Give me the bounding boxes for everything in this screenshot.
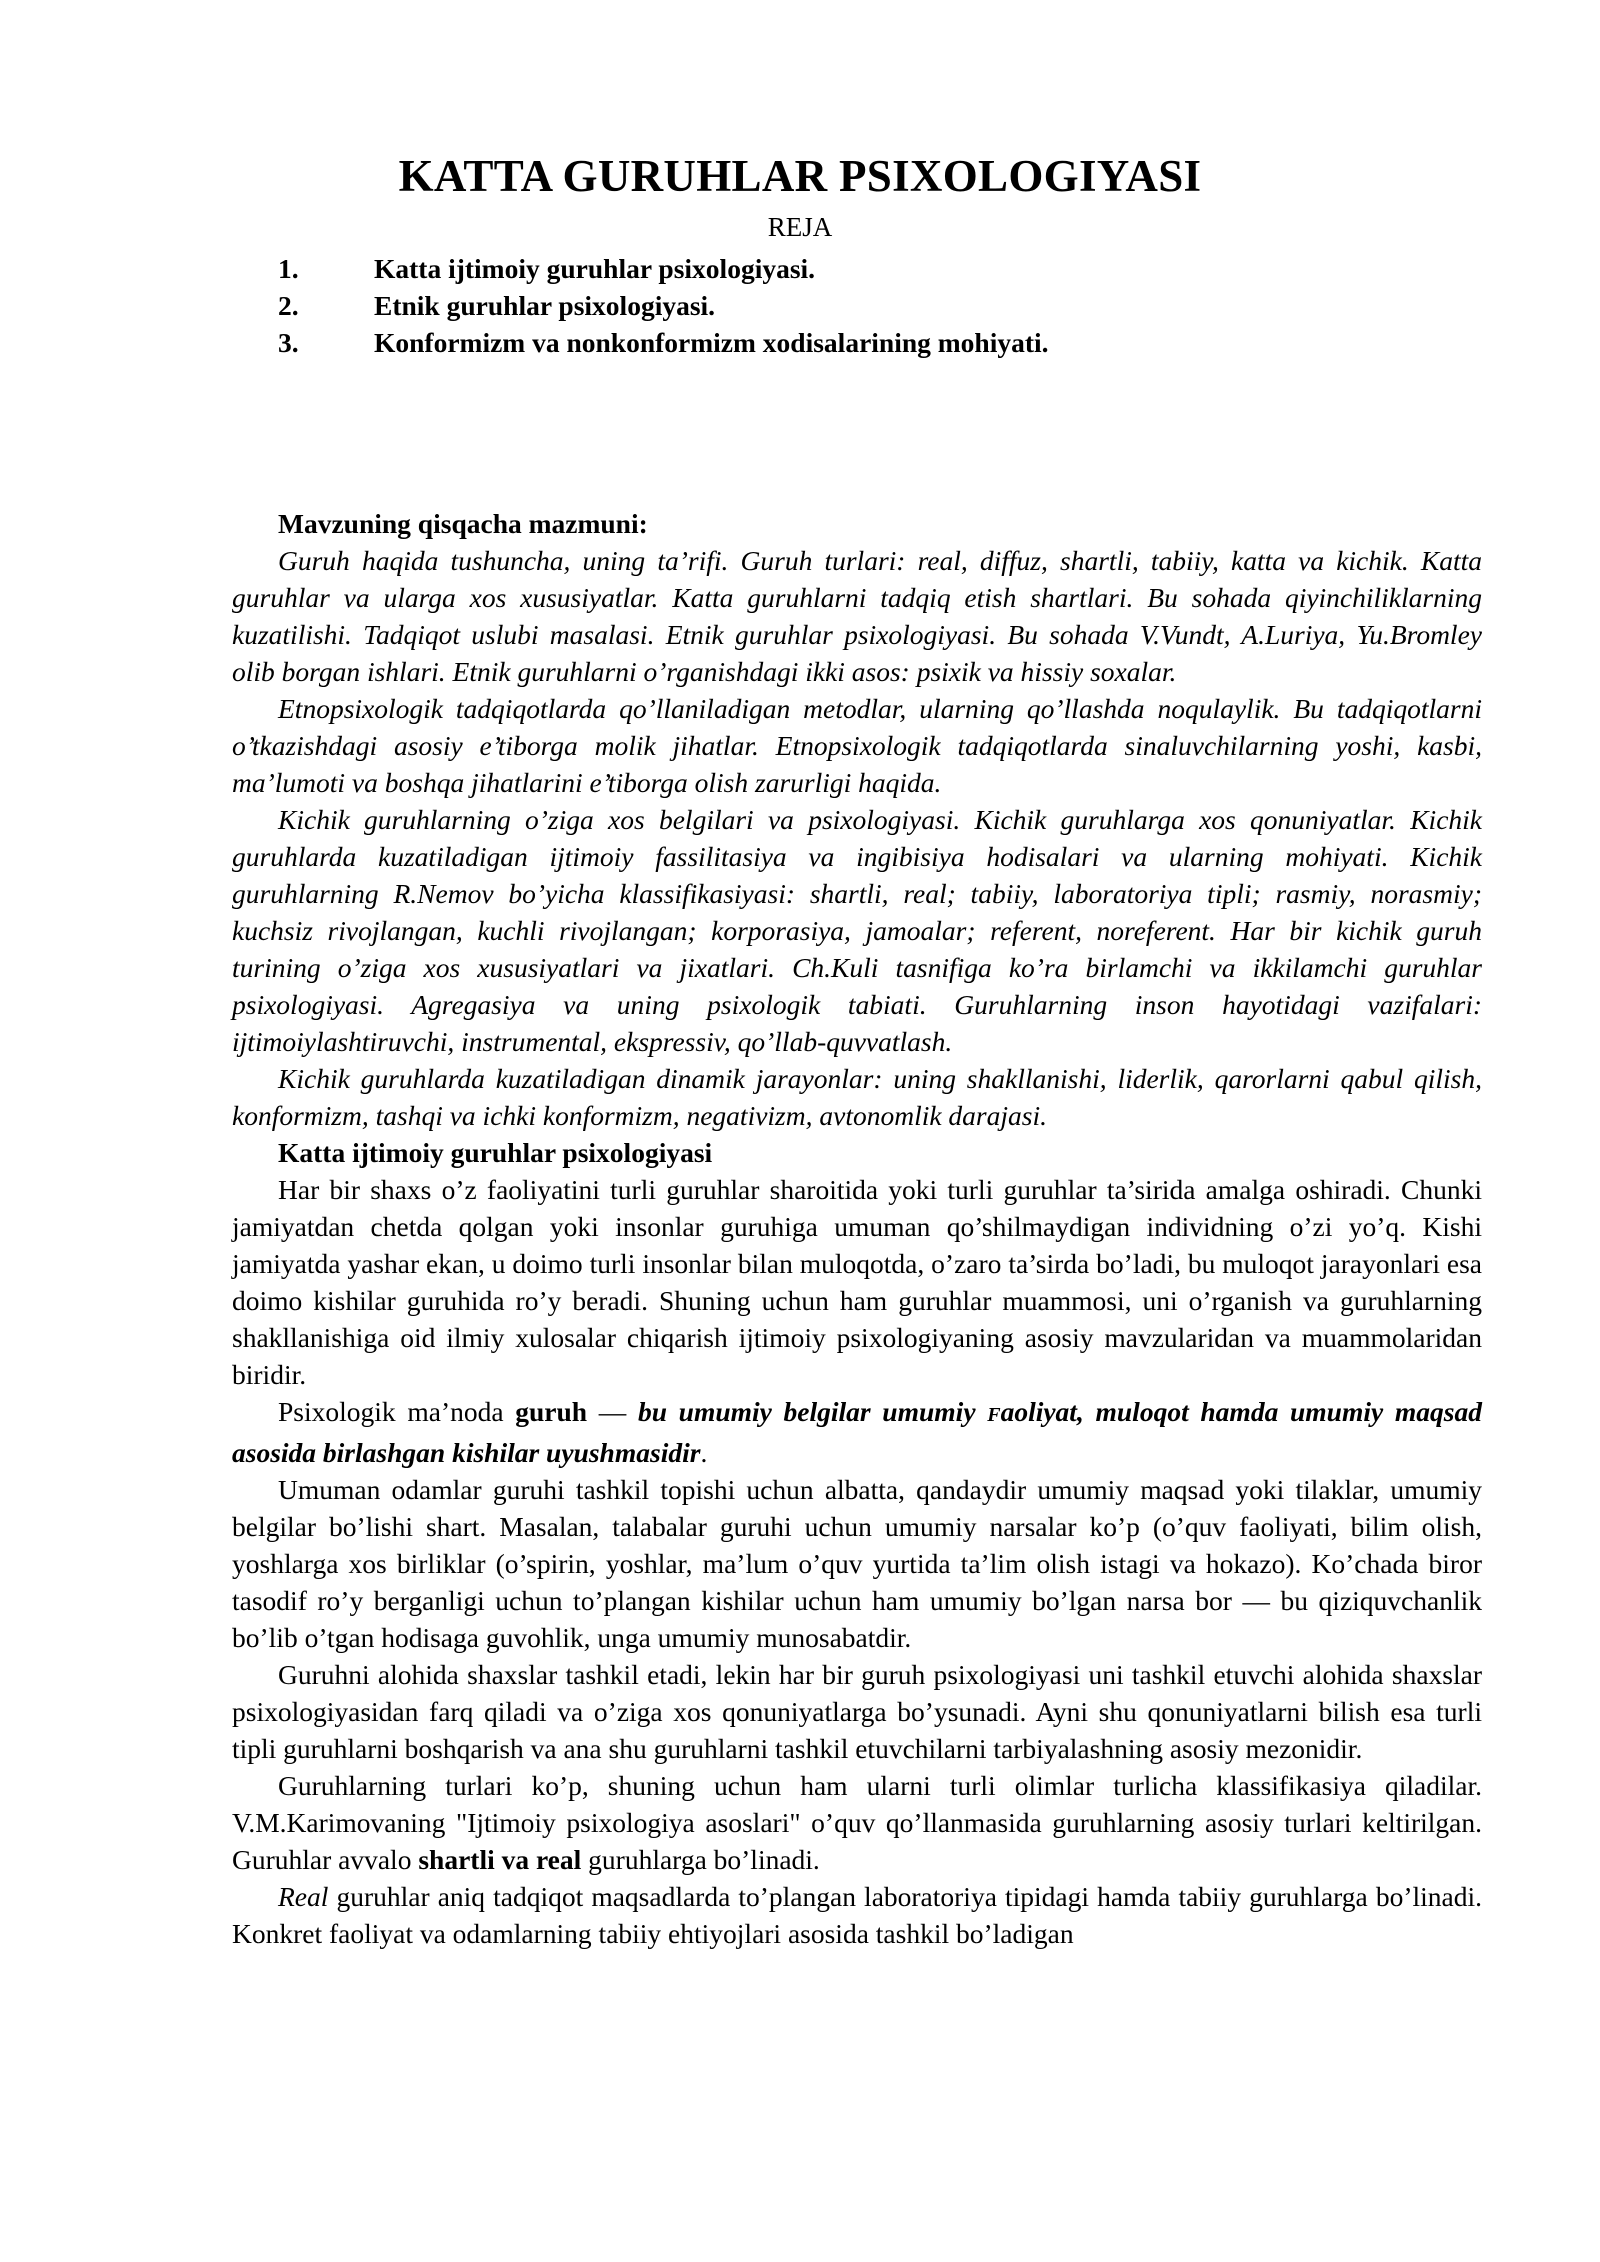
definition-text-b: aoliyat, muloqot hamda umumiy maqsad asosida birlashgan kishilar uyushmasidir: [232, 1396, 1482, 1468]
body-bold-term: shartli va real: [418, 1844, 582, 1875]
document-body: [232, 505, 1482, 1952]
plan-item-text: Etnik guruhlar psixologiyasi.: [374, 290, 716, 321]
summary-paragraph: Etnopsixologik tadqiqotlarda qo’llaniladigan metodlar, ularning qo’llashda noqulaylik. Bu tadqiqotlarni o’tkazishdagi asosiy e’tiborga molik jihatlar. Etnopsixologik tadqiqotlarda sinaluvchilarning yoshi, kasbi, ma’lumoti va boshqa jihatlarini e’tiborga olish zarurligi haqida.: [232, 693, 1482, 798]
plan-label: REJA: [767, 212, 833, 242]
plan-item-text: Katta ijtimoiy guruhlar psixologiyasi.: [374, 253, 816, 284]
plan-item-number: 3.: [278, 327, 299, 358]
body-text: guruhlar aniq tadqiqot maqsadlarda to’plangan laboratoriya tipidagi hamda tabiiy guruhlarga bo’linadi. Konkret faoliyat va odamlarning tabiiy ehtiyojlari asosida tashkil bo’ladigan: [232, 1881, 1482, 1949]
definition-text-a: bu umumiy belgilar umumiy: [637, 1396, 988, 1427]
body-paragraph: [232, 1878, 1482, 1952]
plan-item: [278, 324, 1378, 361]
definition-end: .: [700, 1437, 708, 1468]
plan-item-number: 1.: [278, 253, 299, 284]
body-paragraph: [232, 1767, 1482, 1878]
definition-dash: —: [587, 1396, 638, 1427]
body-text-end: guruhlarga bo’linadi.: [581, 1844, 820, 1875]
body-text: Guruhlarning turlari ko’p, shuning uchun ham ularni turli olimlar turlicha klassifikasiya qiladilar. V.M.Karimovaning "Ijtimoiy psixologiya asoslari" o’quv qo’llanmasida guruhlarning asosiy turlari keltirilgan. Guruhlar avvalo: [232, 1770, 1482, 1875]
section-heading: Katta ijtimoiy guruhlar psixologiyasi: [278, 1137, 713, 1168]
plan-item-number: 2.: [278, 290, 299, 321]
body-paragraph: Har bir shaxs o’z faoliyatini turli guruhlar sharoitida yoki turli guruhlar ta’sirida amalga oshiradi. Chunki jamiyatdan chetda qolgan yoki insonlar guruhiga umuman qo’shilmaydigan individning o’zi yo’q. Kishi jamiyatda yashar ekan, u doimo turli insonlar bilan muloqotda, o’zaro ta’sirda bo’ladi, bu muloqot jarayonlari esa doimo kishilar guruhida ro’y beradi. Shuning uchun ham guruhlar muammosi, uni o’rganish va guruhlarning shakllanishiga oid ilmiy xulosalar chiqarish ijtimoiy psixologiyaning asosiy mavzularidan va muammolaridan biridir.: [232, 1174, 1482, 1390]
definition-lead: Psixologik ma’noda: [278, 1396, 516, 1427]
body-paragraph: Umuman odamlar guruhi tashkil topishi uchun albatta, qandaydir umumiy maqsad yoki tilaklar, umumiy belgilar bo’lishi shart. Masalan, talabalar guruhi uchun umumiy narsalar ko’p (o’quv faoliyati, bilim olish, yoshlarga xos birliklar (o’spirin, yoshlar, ma’lum o’quv yurtida ta’lim olish istagi va hokazo). Ko’chada biror tasodif ro’y berganligi uchun to’plangan kishilar uchun ham umumiy bo’lgan narsa bor — bu qiziquvchanlik bo’lib o’tgan hodisaga guvohlik, unga umumiy munosabatdir.: [232, 1474, 1482, 1653]
body-paragraph: Guruhni alohida shaxslar tashkil etadi, lekin har bir guruh psixologiyasi uni tashkil etuvchi alohida shaxslar psixologiyasidan farq qiladi va o’ziga xos qonuniyatlarga bo’ysunadi. Ayni shu qonuniyatlarni bilish esa turli tipli guruhlarni boshqarish va ana shu guruhlarni tashkil etuvchilarni tarbiyalashning asosiy mezonidir.: [232, 1659, 1482, 1764]
summary-paragraph: Kichik guruhlarda kuzatiladigan dinamik jarayonlar: uning shakllanishi, liderlik, qarorlarni qabul qilish, konformizm, tashqi va ichki konformizm, negativizm, avtonomlik darajasi.: [232, 1063, 1482, 1131]
body-italic-term: Real: [278, 1881, 329, 1912]
summary-paragraph: Guruh haqida tushuncha, uning ta’rifi. Guruh turlari: real, diffuz, shartli, tabiiy, katta va kichik. Katta guruhlar va ularga xos xususiyatlar. Katta guruhlarni tadqiq etish shartlari. Bu sohada qiyinchiliklarning kuzatilishi. Tadqiqot uslubi masalasi. Etnik guruhlar psixologiyasi. Bu sohada V.Vundt, A.Luriya, Yu.Bromley olib borgan ishlari. Etnik guruhlarni o’rganishdagi ikki asos: psixik va hissiy soxalar.: [232, 545, 1482, 687]
plan-item-text: Konformizm va nonkonformizm xodisalarining mohiyati.: [374, 327, 1049, 358]
summary-paragraph: Kichik guruhlarning o’ziga xos belgilari va psixologiyasi. Kichik guruhlarga xos qonuniyatlar. Kichik guruhlarda kuzatiladigan ijtimoiy fassilitasiya va ingibisiya hodisalari va ularning mohiyati. Kichik guruhlarning R.Nemov bo’yicha klassifikasiyasi: shartli, real; tabiiy, laboratoriya tipli; rasmiy, norasmiy; kuchsiz rivojlangan, kuchli rivojlangan; korporasiya, jamoalar; referent, noreferent. Har bir kichik guruh turining o’ziga xos xususiyatlari va jixatlari. Ch.Kuli tasnifiga ko’ra birlamchi va ikkilamchi guruhlar psixologiyasi. Agregasiya va uning psixologik tabiati. Guruhlarning inson hayotidagi vazifalari: ijtimoiylashtiruvchi, instrumental, ekspressiv, qo’llab-quvvatlash.: [232, 804, 1482, 1057]
plan-list: [278, 250, 1378, 361]
definition-paragraph: [232, 1393, 1482, 1471]
plan-item: [278, 250, 1378, 287]
definition-term: guruh: [515, 1396, 588, 1427]
summary-heading: Mavzuning qisqacha mazmuni:: [278, 508, 648, 539]
document-title: KATTA GURUHLAR PSIXOLOGIYASI: [398, 151, 1202, 201]
definition-text-f: F: [987, 1404, 1001, 1426]
plan-item: [278, 287, 1378, 324]
